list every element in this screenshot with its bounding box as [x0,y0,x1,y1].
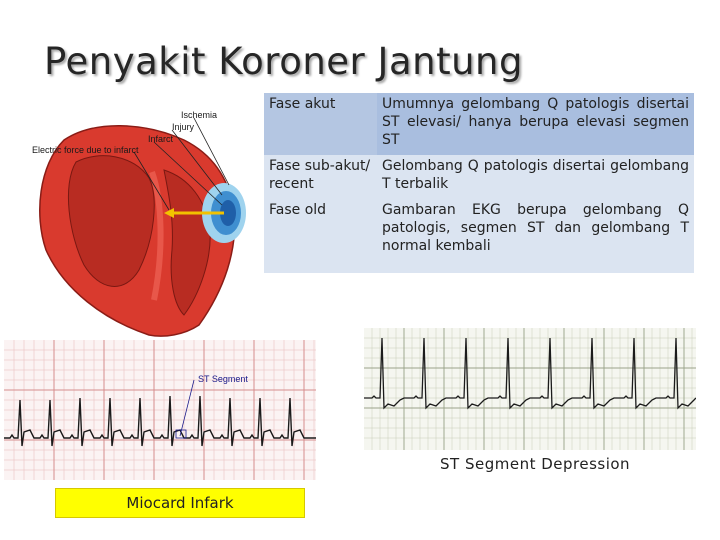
phase-name: Fase old [264,199,377,273]
electric-force-label: Electric force due to infarct [32,145,139,155]
table-row [264,93,694,155]
phase-description: Gelombang Q patologis disertai gelombang T terbalik [377,155,694,199]
mi-phase-table [264,93,694,273]
ecg-left-svg [4,340,316,480]
ecg-strip-st-elevation [4,340,316,480]
table-row [264,199,694,273]
phase-name: Fase akut [264,93,377,155]
miocard-infark-badge: Miocard Infark [55,488,305,518]
slide-title: Penyakit Koroner Jantung [44,40,523,83]
injury-label: Injury [172,122,195,132]
heart-cross-section-diagram [24,100,266,340]
ecg-right-svg [364,328,696,450]
phase-description: Gambaran EKG berupa gelombang Q patologis, segmen ST dan gelombang T normal kembali [377,199,694,273]
st-segment-label: ST Segment [198,374,248,384]
ecg-right-caption: ST Segment Depression [440,455,631,473]
ecg-right-grid-bg [364,328,696,450]
phase-description: Umumnya gelombang Q patologis disertai ST elevasi/ hanya berupa elevasi segmen ST [377,93,694,155]
ischemia-label: Ischemia [181,110,218,120]
table-row [264,155,694,199]
phase-name: Fase sub-akut/ recent [264,155,377,199]
heart-illustration [24,100,266,340]
ecg-strip-st-depression [364,328,696,450]
infarct-label: Infarct [148,134,174,144]
